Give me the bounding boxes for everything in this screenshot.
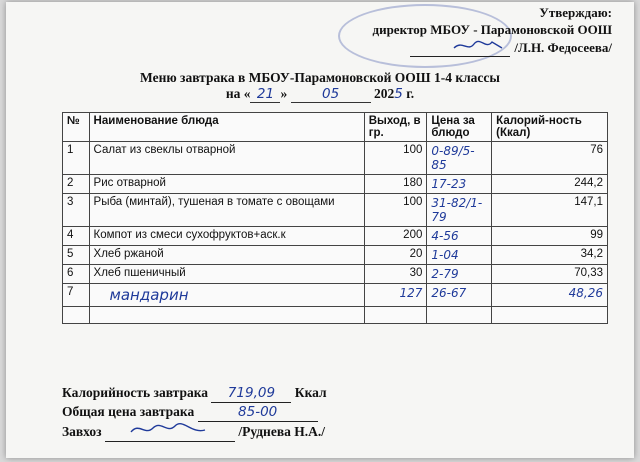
row-output: 127 [364, 284, 427, 307]
row-output: 180 [364, 175, 427, 194]
row-calories: 147,1 [492, 194, 608, 227]
row-output: 200 [364, 227, 427, 246]
row-name: Хлеб пшеничный [89, 265, 364, 284]
approval-block [373, 4, 612, 57]
row-calories: 48,26 [492, 284, 608, 307]
table-row [63, 284, 608, 307]
director-sign-row [373, 38, 612, 57]
row-calories: 34,2 [492, 246, 608, 265]
table-row [63, 194, 608, 227]
price-label: Общая цена завтрака [62, 404, 195, 419]
price-row [62, 403, 327, 422]
row-price: 17-23 [427, 175, 492, 194]
manager-label: Завхоз [62, 424, 102, 439]
calories-label: Калорийность завтрака [62, 385, 209, 400]
header-calories: Калорий-ность (Ккал) [492, 113, 608, 142]
row-name: Хлеб ржаной [89, 246, 364, 265]
row-output: 20 [364, 246, 427, 265]
table-header-row [63, 113, 608, 142]
table-row [63, 265, 608, 284]
header-output: Выход, в гр. [364, 113, 427, 142]
row-num: 7 [63, 284, 90, 307]
table-row [63, 227, 608, 246]
row-price: 1-04 [427, 246, 492, 265]
row-num: 2 [63, 175, 90, 194]
table-row [63, 246, 608, 265]
page-title: Меню завтрака в МБОУ-Парамоновской ООШ 1-4 классы [140, 70, 500, 85]
row-num: 5 [63, 246, 90, 265]
row-calories: 244,2 [492, 175, 608, 194]
row-price: 4-56 [427, 227, 492, 246]
director-name: /Л.Н. Федосеева/ [514, 40, 612, 55]
director-signature [450, 38, 510, 52]
row-calories: 70,33 [492, 265, 608, 284]
menu-table [62, 112, 608, 324]
signature-line [410, 38, 510, 57]
row-output: 100 [364, 142, 427, 175]
manager-signature [125, 422, 215, 436]
row-price: 0-89/5-85 [427, 142, 492, 175]
row-calories: 99 [492, 227, 608, 246]
date-month: 05 [291, 86, 371, 103]
approve-label: Утверждаю: [539, 5, 612, 20]
row-price: 26-67 [427, 284, 492, 307]
calories-row [62, 384, 327, 403]
row-name: Компот из смеси сухофруктов+аск.к [89, 227, 364, 246]
date-year-prefix: 202 [373, 86, 395, 101]
date-prefix: на « [225, 86, 251, 101]
date-suffix: г. [406, 86, 415, 101]
row-name: мандарин [89, 284, 364, 307]
date-line [0, 86, 640, 103]
row-num: 4 [63, 227, 90, 246]
row-price: 2-79 [427, 265, 492, 284]
row-name: Рис отварной [89, 175, 364, 194]
row-calories: 76 [492, 142, 608, 175]
table-row [63, 142, 608, 175]
table-row [63, 175, 608, 194]
table-row-empty [63, 307, 608, 324]
header-price: Цена за блюдо [427, 113, 492, 142]
row-output: 100 [364, 194, 427, 227]
manager-name: /Руднева Н.А./ [238, 424, 325, 439]
calories-value: 719,09 [211, 384, 291, 403]
row-name: Рыба (минтай), тушеная в томате с овощами [89, 194, 364, 227]
footer-block [62, 384, 327, 442]
price-value: 85-00 [198, 403, 318, 422]
row-num: 6 [63, 265, 90, 284]
row-price: 31-82/1-79 [427, 194, 492, 227]
manager-row [62, 422, 327, 442]
director-line: директор МБОУ - Парамоновской ООШ [372, 22, 612, 37]
row-num: 3 [63, 194, 90, 227]
manager-signature-line [105, 422, 235, 442]
header-num: № [63, 113, 90, 142]
calories-unit: Ккал [294, 385, 327, 400]
row-name: Салат из свеклы отварной [89, 142, 364, 175]
date-year-digit: 5 [394, 86, 403, 102]
row-output: 30 [364, 265, 427, 284]
date-sep: » [280, 86, 288, 101]
row-num: 1 [63, 142, 90, 175]
date-day: 21 [250, 86, 280, 103]
header-name: Наименование блюда [89, 113, 364, 142]
